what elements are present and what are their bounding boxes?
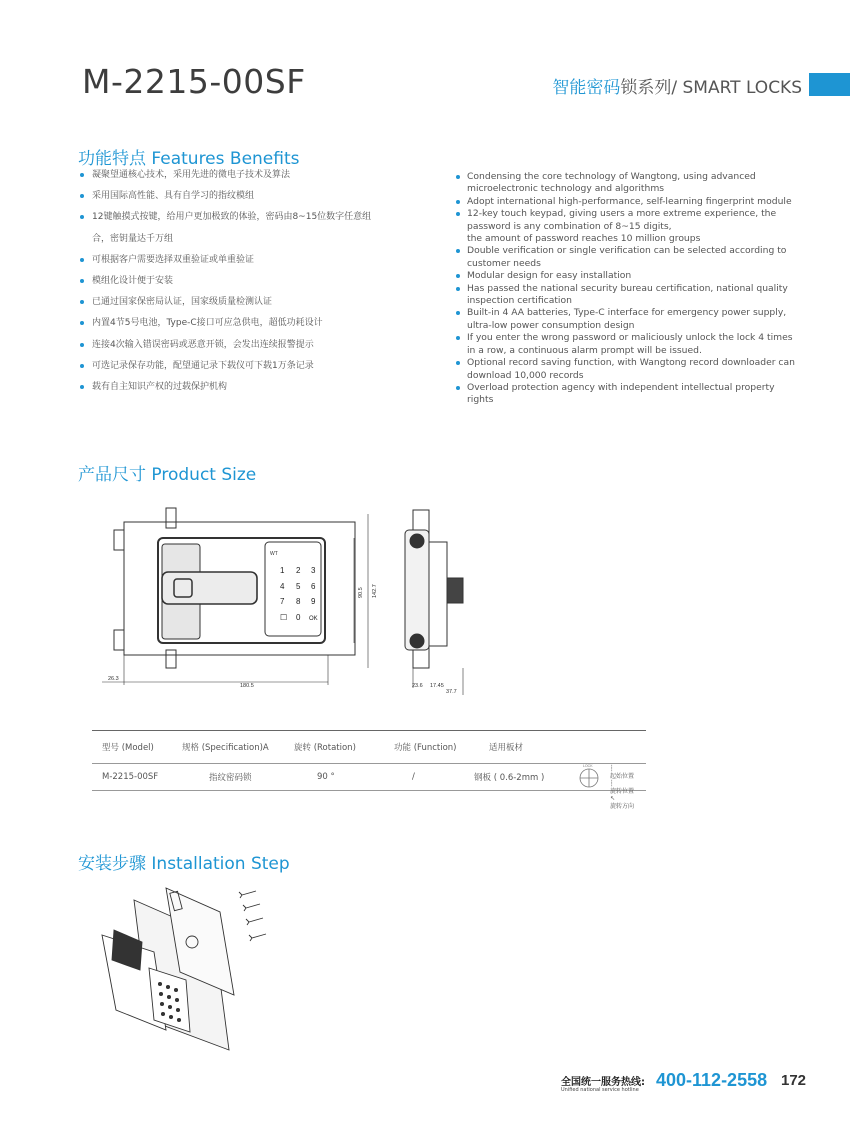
features-list-en xyxy=(456,171,801,407)
model-title: M-2215-00SF xyxy=(82,62,306,101)
side-screw-bottom xyxy=(410,634,424,648)
feature-en-item: Has passed the national security bureau certification, national quality inspection certification xyxy=(456,283,801,308)
keypad-key: ☐ xyxy=(280,613,288,622)
hotline-phone: 400-112-2558 xyxy=(656,1070,768,1090)
keypad-key: 4 xyxy=(280,582,285,591)
feature-cn-item: 采用国际高性能、具有自学习的指纹模组 xyxy=(80,191,420,201)
rotation-dial-icon xyxy=(577,762,609,792)
feature-en-item: Overload protection agency with independent intellectual property rights xyxy=(456,382,801,407)
feature-cn-item: 可根据客户需要选择双重验证或单重验证 xyxy=(80,255,420,265)
page-number: 172 xyxy=(781,1072,807,1089)
feature-en-item: Adopt international high-performance, self-learning fingerprint module xyxy=(456,196,801,208)
dim-label: 37.7 xyxy=(446,689,457,695)
keypad-key: OK xyxy=(309,616,318,622)
feature-en-item: Built-in 4 AA batteries, Type-C interface for emergency power supply, ultra-low power consumption design xyxy=(456,307,801,332)
feature-en-item: Modular design for easy installation xyxy=(456,270,801,282)
keypad-key: 3 xyxy=(311,566,316,575)
keypad-key: 0 xyxy=(296,613,301,622)
feature-cn-item: 内置4节5号电池，Type-C接口可应急供电，超低功耗设计 xyxy=(80,318,420,328)
keypad-key: 2 xyxy=(296,566,301,575)
legend-item-label: 旋转方向 xyxy=(610,802,635,810)
series-accent-bar xyxy=(809,73,850,96)
dim-label: 142.7 xyxy=(372,584,378,598)
side-knob xyxy=(447,578,463,603)
table-header-cell: 型号 (Model) xyxy=(102,743,154,753)
table-cell: / xyxy=(412,772,415,782)
table-header-cell: 规格 (Specification)A xyxy=(182,743,269,753)
side-screw-top xyxy=(410,534,424,548)
feature-en-item: 12-key touch keypad, giving users a more extreme experience, the password is any combination of 8~15 digits, xyxy=(456,208,801,233)
series-title xyxy=(552,73,802,98)
keypad-key: 8 xyxy=(296,597,301,606)
feature-cn-item: 凝聚望通核心技术，采用先进的微电子技术及算法 xyxy=(80,170,420,180)
feature-cn-item: 连接4次输入错误密码或恶意开锁，会发出连续报警提示 xyxy=(80,340,420,350)
spec-table xyxy=(92,730,646,810)
feature-cn-item: 模组化设计便于安装 xyxy=(80,276,420,286)
feature-en-item: If you enter the wrong password or maliciously unlock the lock 4 times in a row, a continuous alarm prompt will be issued. xyxy=(456,332,801,357)
table-row xyxy=(92,764,646,810)
table-header-cell: 功能 (Function) xyxy=(394,743,457,753)
fingerprint-handle xyxy=(162,572,257,604)
feature-cn-item: 载有自主知识产权的过载保护机构 xyxy=(80,382,420,392)
feature-en-item: Double verification or single verification can be selected according to customer needs xyxy=(456,245,801,270)
legend-item-label: 起始位置 xyxy=(610,772,635,780)
feature-en-item: Condensing the core technology of Wangtong, using advanced microelectronic technology and algorithms xyxy=(456,171,801,196)
screws xyxy=(239,891,266,941)
dim-label: 90.5 xyxy=(358,587,364,598)
product-size-title: 产品尺寸 Product Size xyxy=(78,465,257,485)
installation-title: 安装步骤 Installation Step xyxy=(78,854,290,874)
front-view xyxy=(102,508,368,685)
series-title-rest: 锁系列/ SMART LOCKS xyxy=(620,78,802,98)
brand-mark: WT xyxy=(270,551,278,557)
feature-cn-item: 可选记录保存功能，配望通记录下载仪可下载1万条记录 xyxy=(80,361,420,371)
installation-diagram xyxy=(94,880,274,1060)
feature-en-item: Optional record saving function, with Wangtong record downloader can download 10,000 records xyxy=(456,357,801,382)
feature-cn-item: 已通过国家保密局认证，国家级质量检测认证 xyxy=(80,297,420,307)
legend-item: ┆ 旋转位置 xyxy=(610,780,635,795)
side-back xyxy=(429,542,447,646)
table-cell: 90 ° xyxy=(317,772,335,782)
features-list-cn xyxy=(80,170,420,403)
product-drawing xyxy=(100,500,480,700)
table-header-cell: 适用板材 xyxy=(489,743,524,753)
feature-cn-cont-text: 合，密钥量达千万组 xyxy=(92,233,174,244)
feature-en-item-cont xyxy=(456,233,801,245)
table-header-row xyxy=(92,731,646,763)
keypad-key: 5 xyxy=(296,582,301,591)
dim-label: 180.5 xyxy=(240,683,254,689)
dim-label: 26.3 xyxy=(108,676,119,682)
legend-item-label: 旋转位置 xyxy=(610,787,635,795)
bolt-bottom xyxy=(114,630,124,650)
features-title: 功能特点 Features Benefits xyxy=(78,149,300,169)
bolt-top xyxy=(114,530,124,550)
legend-item: ┆ 起始位置 xyxy=(610,765,635,780)
side-view xyxy=(405,510,463,695)
keypad-key: 7 xyxy=(280,597,285,606)
dim-label: 17.45 xyxy=(430,683,444,689)
hotline-label-cn: 全国统一服务热线: xyxy=(561,1077,645,1088)
feature-cn-item-cont xyxy=(80,234,420,244)
dial-label: LOCK xyxy=(583,764,593,768)
hotline-label-en: Unified national service hotline xyxy=(561,1087,639,1093)
dim-label: 23.6 xyxy=(412,683,423,689)
table-cell: 指纹密码锁 xyxy=(209,773,252,783)
keypad-key: 9 xyxy=(311,597,316,606)
series-title-cn: 智能密码 xyxy=(552,78,621,98)
table-cell: 钢板 ( 0.6-2mm ) xyxy=(474,773,545,783)
keypad-key: 1 xyxy=(280,566,285,575)
feature-cn-item: 12键触摸式按键，给用户更加极致的体验，密码由8~15位数字任意组 xyxy=(80,212,420,222)
rotation-legend xyxy=(610,765,634,810)
legend-item: ↖ 旋转方向 xyxy=(610,795,635,810)
keypad-key: 6 xyxy=(311,582,316,591)
table-rule xyxy=(92,790,646,791)
feature-en-cont-text: the amount of password reaches 10 million groups xyxy=(467,233,701,245)
table-cell: M-2215-00SF xyxy=(102,772,159,782)
table-header-cell: 旋转 (Rotation) xyxy=(294,743,356,753)
